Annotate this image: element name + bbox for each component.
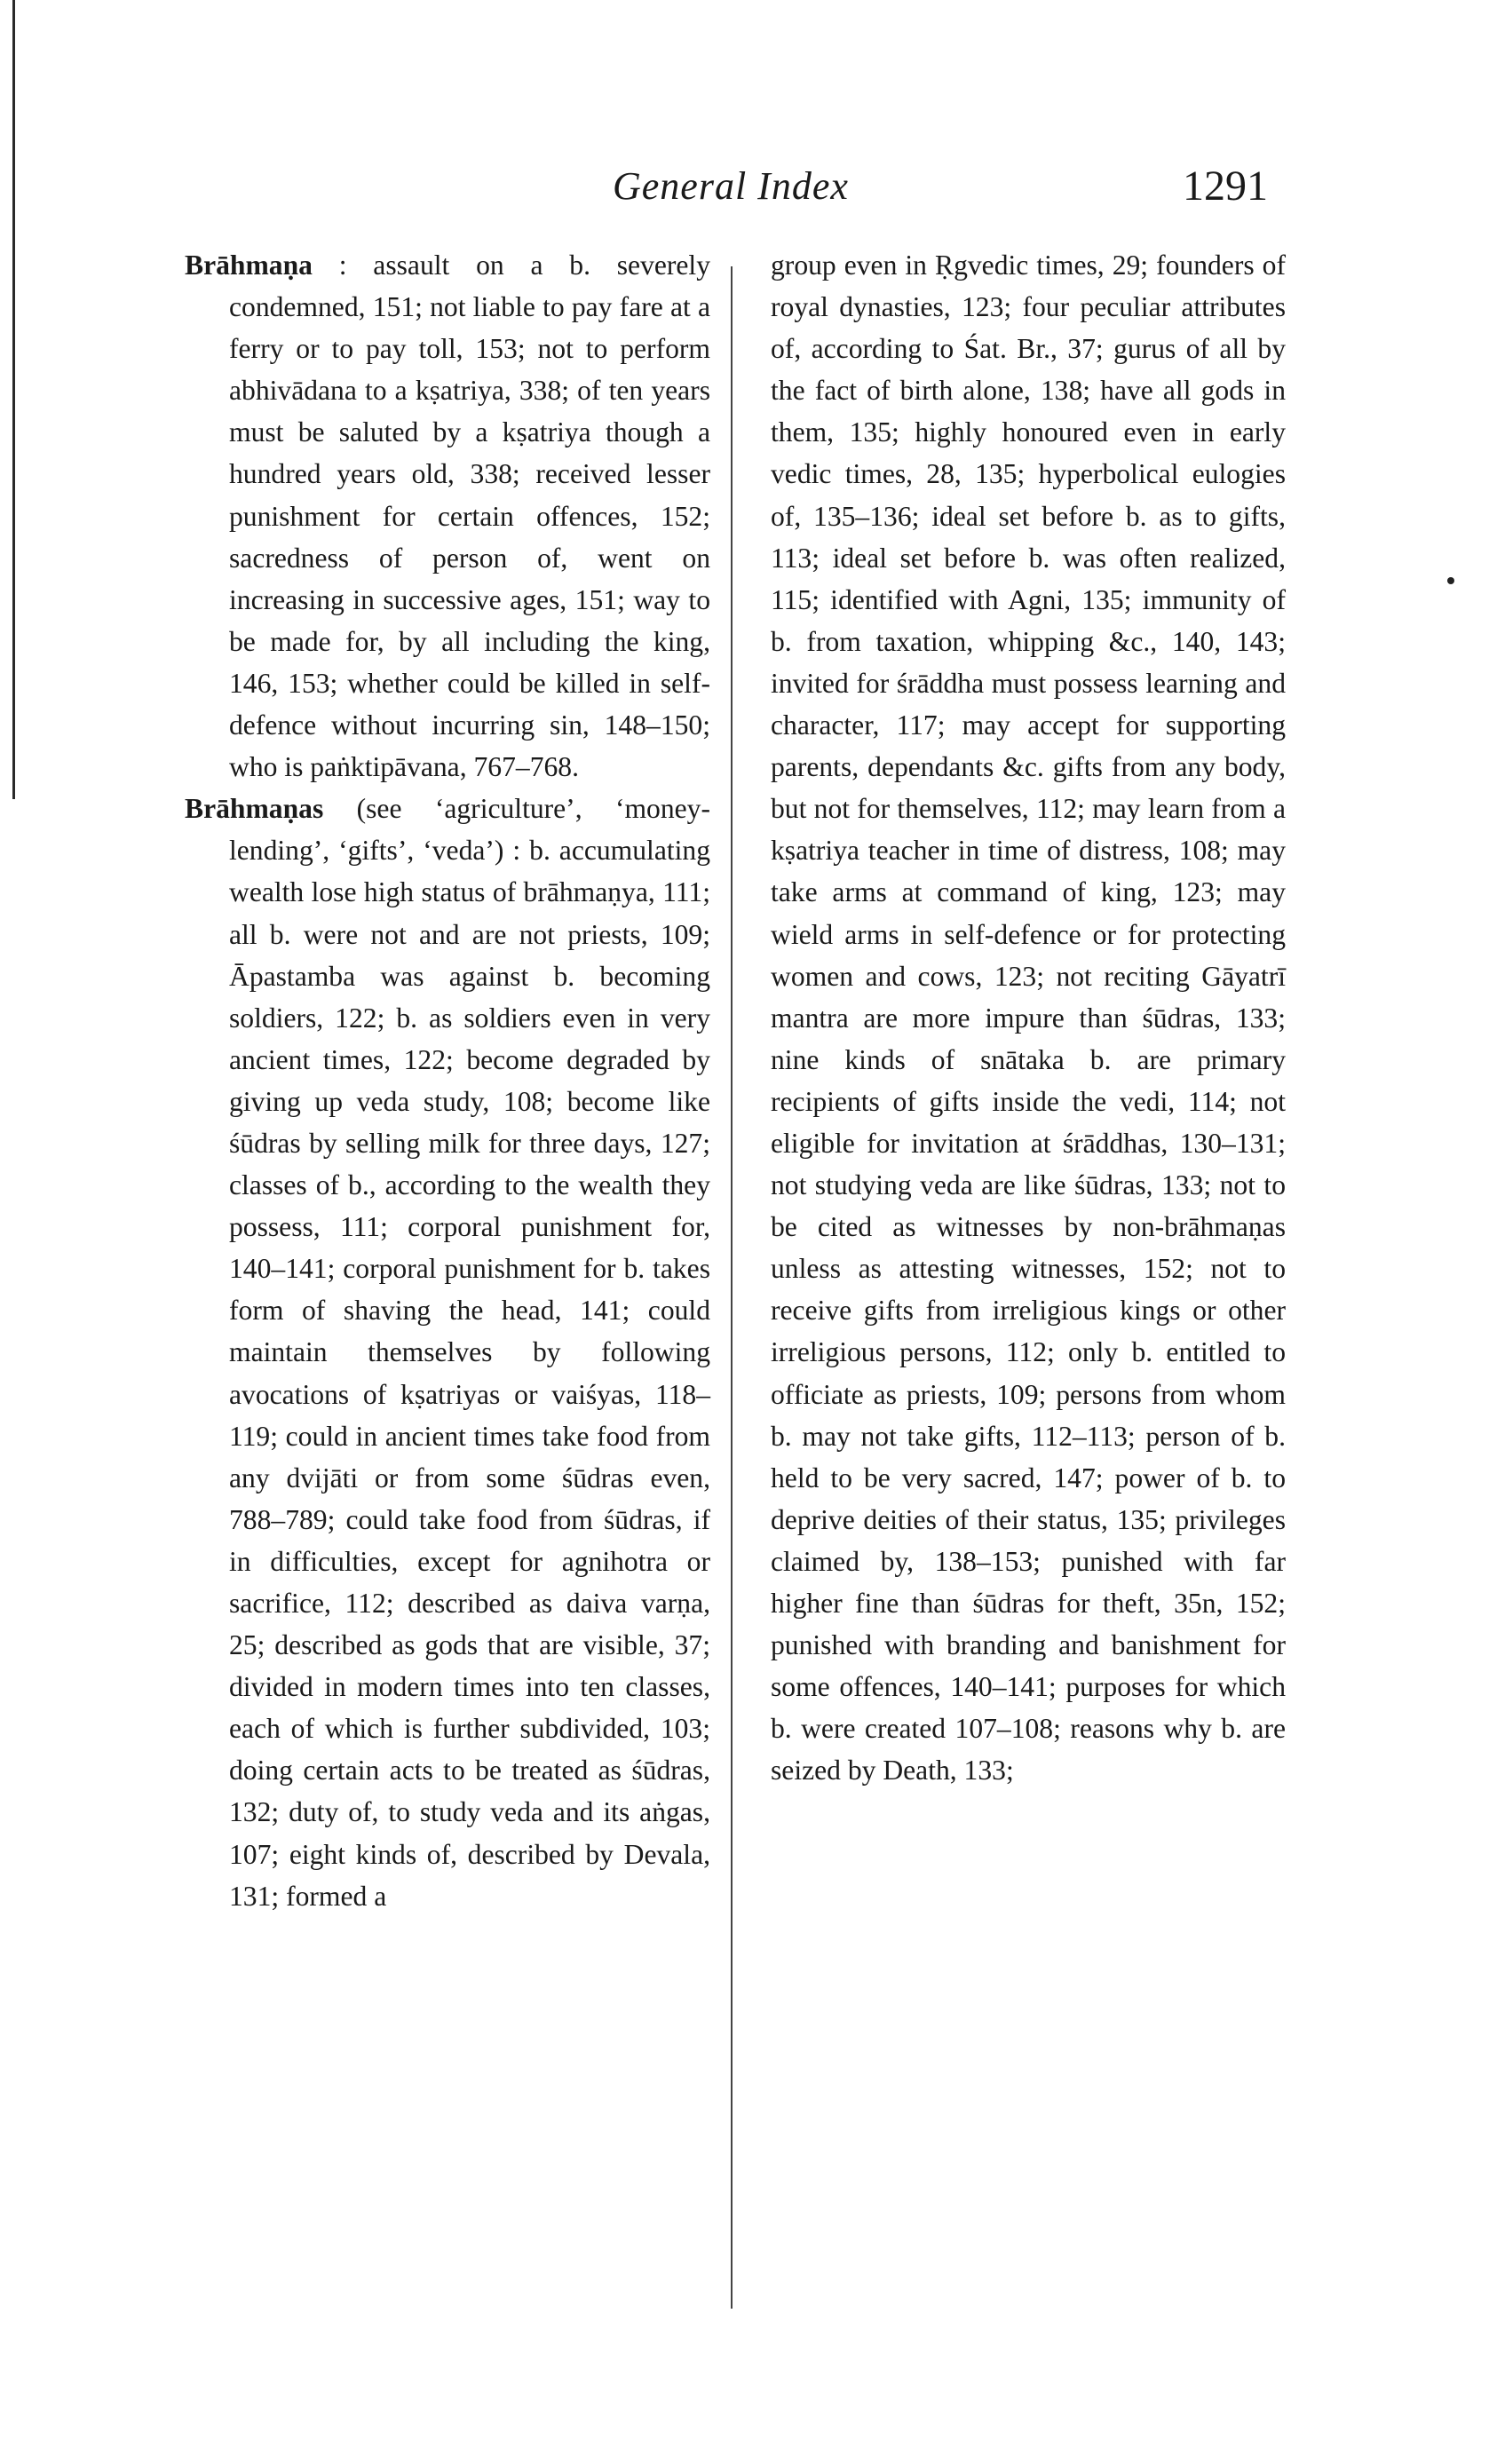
- index-headword: Brāhmaṇas: [185, 793, 324, 825]
- index-column-left: [185, 244, 710, 1917]
- index-headword: Brāhmaṇa: [185, 250, 313, 281]
- running-header-title: General Index: [613, 164, 849, 208]
- index-column-right: [771, 244, 1286, 1791]
- scan-speck: [1447, 577, 1454, 584]
- index-entry-brahmanas: [185, 788, 710, 1917]
- index-entry-text: : assault on a b. severely condemned, 151; not liable to pay fare at a ferry or to pay toll, 153; not to perform abhivādana to a kṣatriya, 338; of ten years must be saluted by a kṣatriya though a hundred years old, 338; received lesser punishment for certain offences, 152; sacredness of person of, went on increasing in successive ages, 151; way to be made for, by all including the king, 146, 153; whether could be killed in self-defence without incurring sin, 148–150; who is paṅktipāvana, 767–768.: [229, 250, 711, 783]
- scan-edge-line: [12, 0, 15, 799]
- index-entry-continuation: group even in Ṛgvedic times, 29; founders of royal dynasties, 123; four peculiar attributes of, according to Śat. Br., 37; gurus of all by the fact of birth alone, 138; have all gods in them, 135; highly honoured even in early vedic times, 28, 135; hyperbolical eulogies of, 135–136; ideal set before b. as to gifts, 113; ideal set before b. was often realized, 115; identified with Agni, 135; immunity of b. from taxation, whipping &c., 140, 143; invited for śrāddha must possess learning and character, 117; may accept for supporting parents, dependants &c. gifts from any body, but not for themselves, 112; may learn from a kṣatriya teacher in time of distress, 108; may take arms at command of king, 123; may wield arms in self-defence or for protecting women and cows, 123; not reciting Gāyatrī mantra are more impure than śūdras, 133; nine kinds of snātaka b. are primary recipients of gifts inside the vedi, 114; not eligible for invitation at śrāddhas, 130–131; not studying veda are like śūdras, 133; not to be cited as witnesses by non-brāhmaṇas unless as attesting witnesses, 152; not to receive gifts from irreligious kings or other irreligious persons, 112; only b. entitled to officiate as priests, 109; persons from whom b. may not take gifts, 112–113; person of b. held to be very sacred, 147; power of b. to deprive deities of their status, 135; privileges claimed by, 138–153; punished with far higher fine than śūdras for theft, 35n, 152; punished with branding and banishment for some offences, 140–141; purposes for which b. were created 107–108; reasons why b. are seized by Death, 133;: [771, 250, 1286, 1787]
- column-divider: [731, 266, 733, 2309]
- index-entry-brahmana: [185, 244, 710, 788]
- index-entry-text: (see ‘agriculture’, ‘money-lending’, ‘gifts’, ‘veda’) : b. accumulating wealth lose high status of brāhmaṇya, 111; all b. were not and are not priests, 109; Āpastamba was against b. becoming soldiers, 122; b. as soldiers even in very ancient times, 122; become degraded by giving up veda study, 108; become like śūdras by selling milk for three days, 127; classes of b., according to the wealth they possess, 111; corporal punishment for, 140–141; corporal punishment for b. takes form of shaving the head, 141; could maintain themselves by following avocations of kṣatriyas or vaiśyas, 118–119; could in ancient times take food from any dvijāti or from some śūdras even, 788–789; could take food from śūdras, if in difficulties, except for agnihotra or sacrifice, 112; described as daiva varṇa, 25; described as gods that are visible, 37; divided in modern times into ten classes, each of which is further subdivided, 103; doing certain acts to be treated as śūdras, 132; duty of, to study veda and its aṅgas, 107; eight kinds of, described by Devala, 131; formed a: [229, 793, 710, 1912]
- page-number: 1291: [1183, 162, 1268, 210]
